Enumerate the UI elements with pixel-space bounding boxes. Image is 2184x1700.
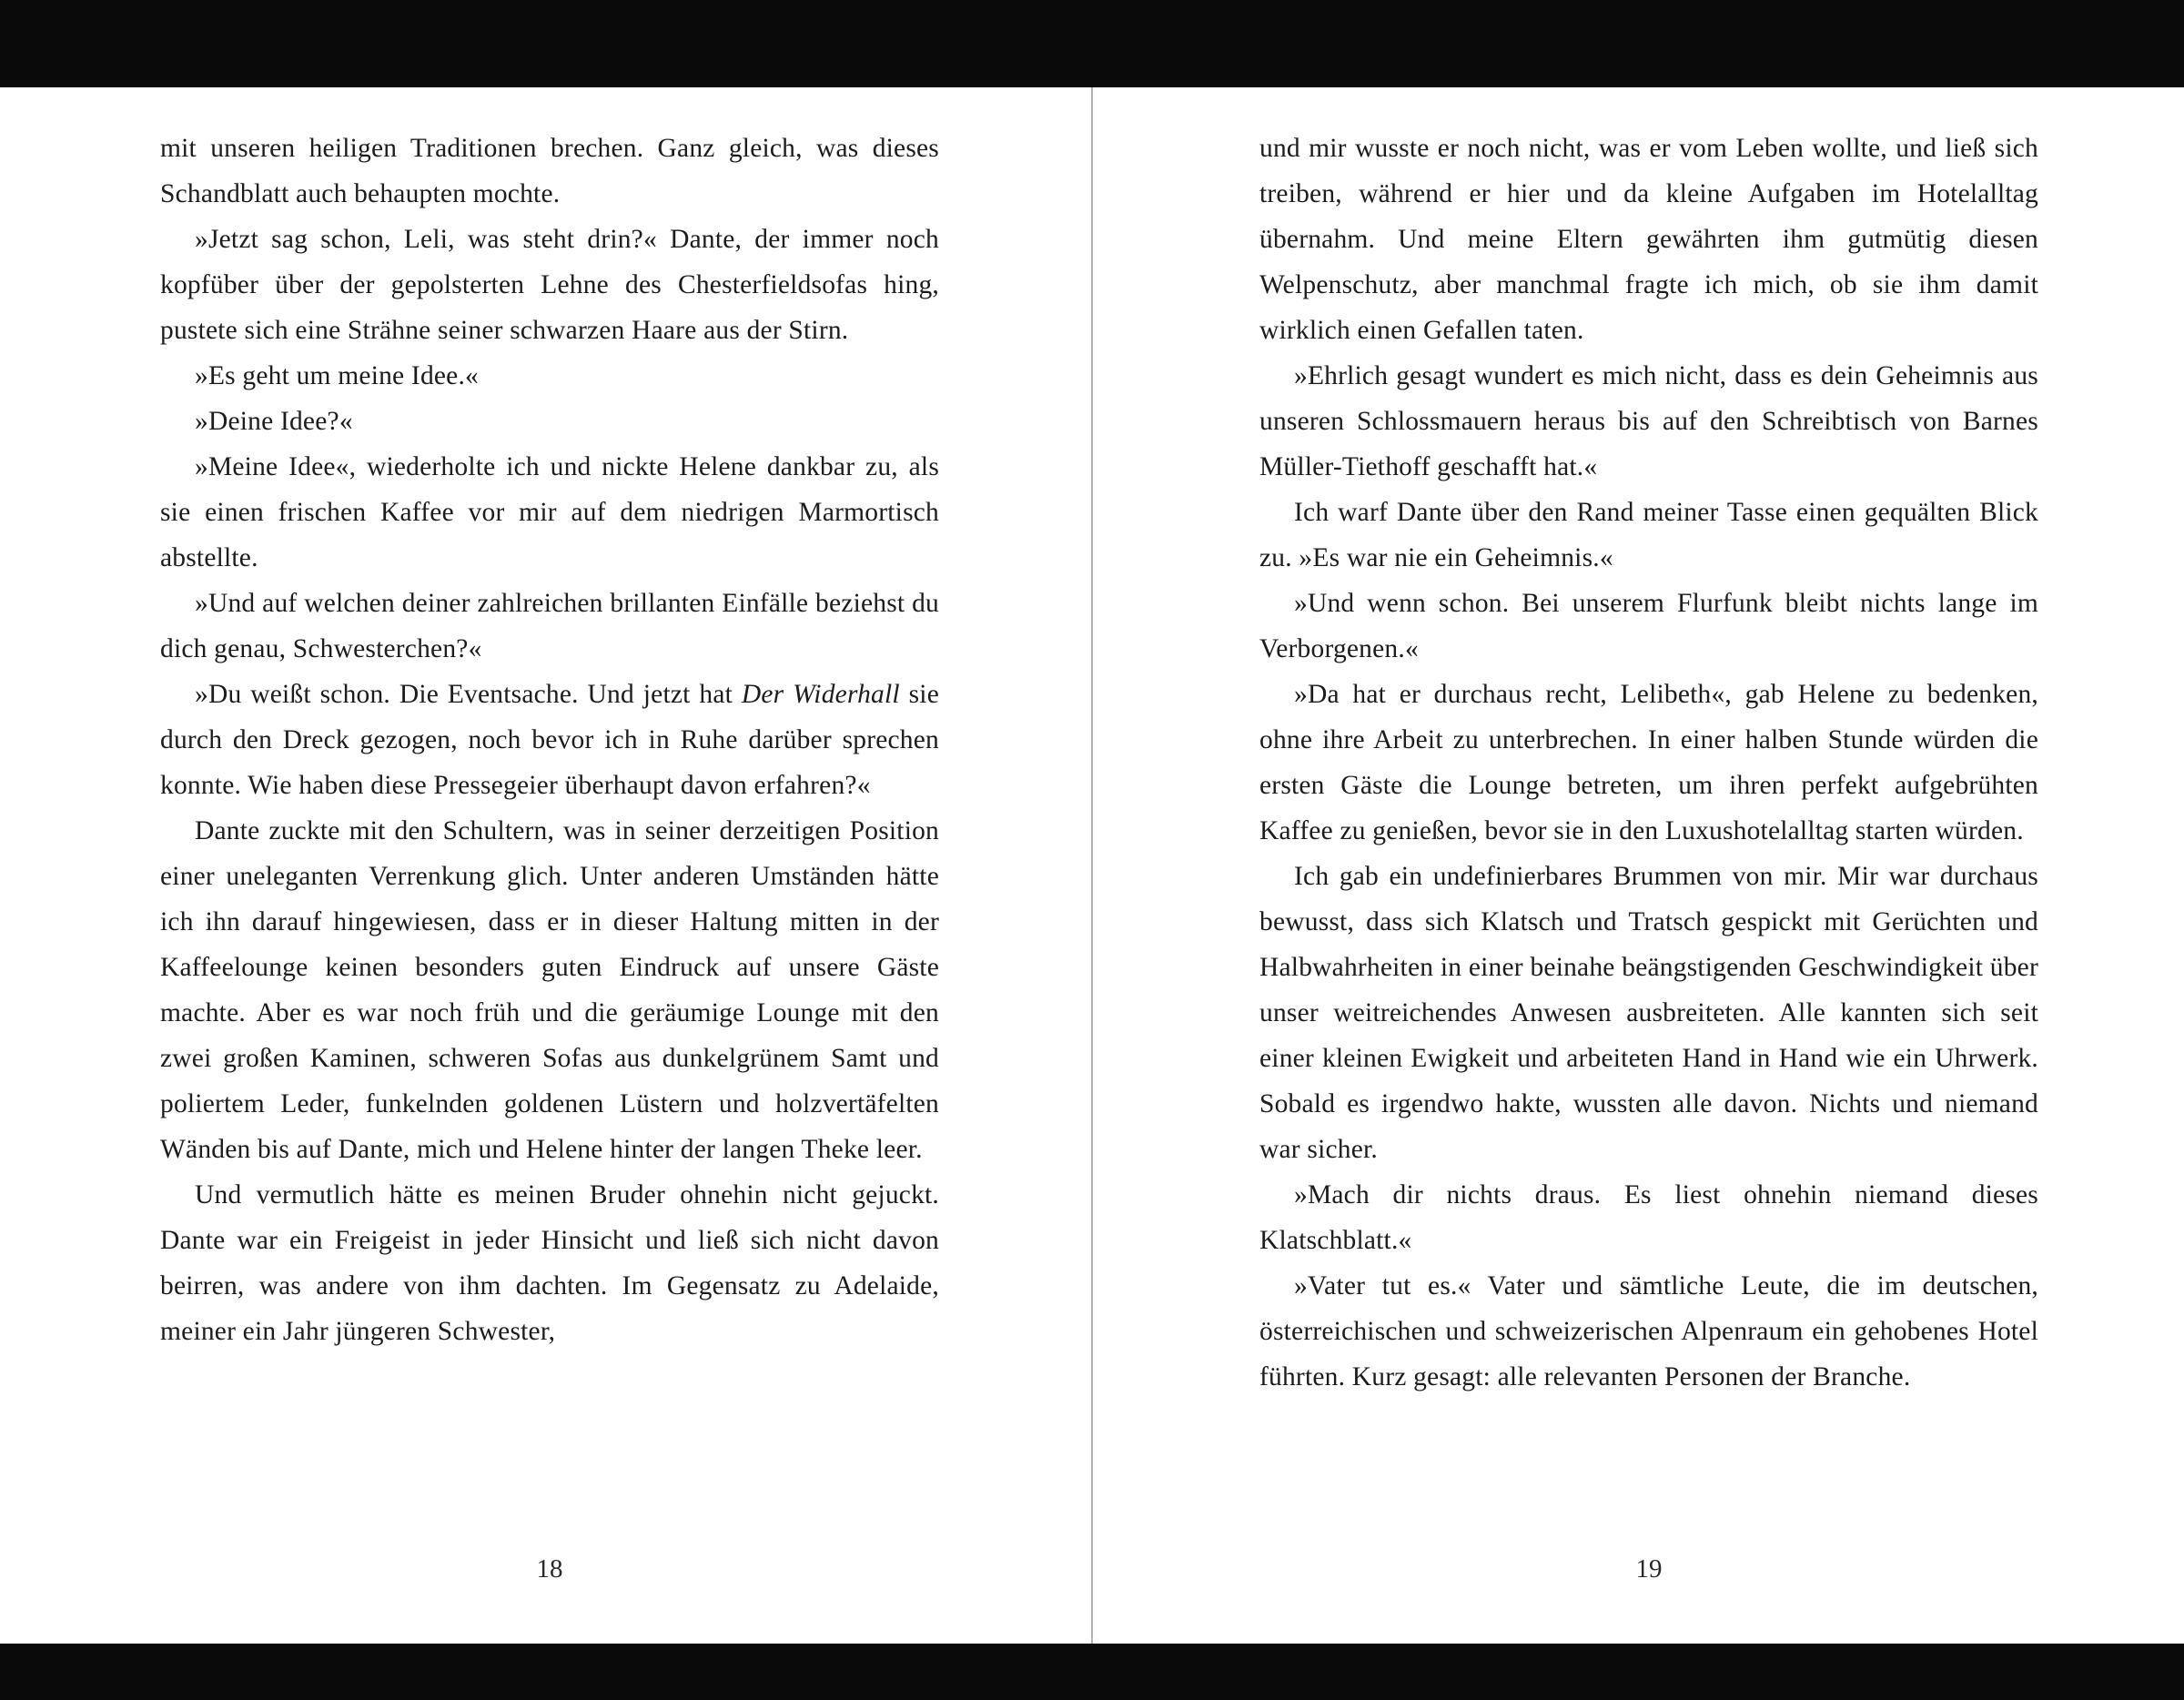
text-run: »Deine Idee?« (195, 407, 353, 436)
paragraph (160, 217, 939, 353)
top-black-band (0, 0, 2184, 87)
text-run: Dante zuckte mit den Schultern, was in seiner derzeitigen Position einer uneleganten Verrenkung glich. Unter anderen Umständen hätte ich ihn darauf hingewiesen, dass er in dieser Haltung mitten in der Kaffeelounge keinen besonders guten Eindruck auf unsere Gäste machte. Aber es war noch früh und die geräumige Lounge mit den zwei großen Kaminen, schweren Sofas aus dunkelgrünem Samt und poliertem Leder, funkelnden goldenen Lüstern und holzvertäfelten Wänden bis auf Dante, mich und Helene hinter der langen Theke leer. (160, 816, 939, 1164)
paragraph (160, 444, 939, 581)
paragraph (160, 353, 939, 399)
page-text-left (160, 126, 939, 1354)
page-text-right (1259, 126, 2038, 1400)
paragraph (160, 581, 939, 672)
text-run: »Es geht um meine Idee.« (195, 361, 480, 390)
text-run: und mir wusste er noch nicht, was er vom Leben wollte, und ließ sich treiben, während er hier und da kleine Aufgaben im Hotelalltag übernahm. Und meine Eltern gewährten ihm gutmütig diesen Welpenschutz, aber manchmal fragte ich mich, ob sie ihm damit wirklich einen Gefallen taten. (1259, 134, 2038, 345)
text-run: »Du weißt schon. Die Eventsache. Und jetzt hat (195, 680, 742, 709)
text-run: »Meine Idee«, wiederholte ich und nickte Helene dankbar zu, als sie einen frischen Kaffee vor mir auf dem niedrigen Marmortisch abstellte. (160, 452, 939, 572)
bottom-black-band (0, 1644, 2184, 1700)
paragraph (1259, 126, 2038, 353)
paragraph (1259, 490, 2038, 581)
text-run: »Und auf welchen deiner zahlreichen brillanten Einfälle beziehst du dich genau, Schwesterchen?« (160, 589, 939, 663)
text-run: Und vermutlich hätte es meinen Bruder ohnehin nicht gejuckt. Dante war ein Freigeist in jeder Hinsicht und ließ sich nicht davon beirren, was andere von ihm dachten. Im Gegensatz zu Adelaide, meiner ein Jahr jüngeren Schwester, (160, 1180, 939, 1346)
text-run: »Vater tut es.« Vater und sämtliche Leute, die im deutschen, österreichischen und schweizerischen Alpenraum ein gehobenes Hotel führten. Kurz gesagt: alle relevanten Personen der Branche. (1259, 1271, 2038, 1391)
text-run: »Ehrlich gesagt wundert es mich nicht, dass es dein Geheimnis aus unseren Schlossmauern heraus bis auf den Schreibtisch von Barnes Müller-Tiethoff geschafft hat.« (1259, 361, 2038, 481)
paragraph (160, 126, 939, 217)
paragraph (1259, 854, 2038, 1172)
paragraph (1259, 672, 2038, 854)
paragraph (1259, 353, 2038, 490)
paragraph (1259, 581, 2038, 672)
book-title-italic: Der Widerhall (741, 680, 900, 709)
text-run: »Da hat er durchaus recht, Lelibeth«, gab Helene zu bedenken, ohne ihre Arbeit zu unterbrechen. In einer halben Stunde würden die ersten Gäste die Lounge betreten, um ihren perfekt aufgebrühten Kaffee zu genießen, bevor sie in den Luxushotelalltag starten würden. (1259, 680, 2038, 845)
text-run: »Und wenn schon. Bei unserem Flurfunk bleibt nichts lange im Verborgenen.« (1259, 589, 2038, 663)
book-page-left (0, 0, 1091, 1700)
paragraph (160, 808, 939, 1172)
text-run: »Mach dir nichts draus. Es liest ohnehin niemand dieses Klatschblatt.« (1259, 1180, 2038, 1255)
paragraph (1259, 1263, 2038, 1400)
paragraph (160, 399, 939, 444)
paragraph (160, 1172, 939, 1354)
page-number-left: 18 (536, 1554, 563, 1584)
page-number-right: 19 (1635, 1554, 1663, 1584)
text-run: Ich gab ein undefinierbares Brummen von mir. Mir war durchaus bewusst, dass sich Klatsch und Tratsch gespickt mit Gerüchten und Halbwahrheiten in einer beinahe beängstigenden Geschwindigkeit über unser weitreichendes Anwesen ausbreiteten. Alle kannten sich seit einer kleinen Ewigkeit und arbeiteten Hand in Hand wie ein Uhrwerk. Sobald es irgendwo hakte, wussten alle davon. Nichts und niemand war sicher. (1259, 862, 2038, 1164)
text-run: Ich warf Dante über den Rand meiner Tasse einen gequälten Blick zu. »Es war nie ein Geheimnis.« (1259, 498, 2038, 572)
text-run: sie durch den Dreck gezogen, noch bevor ich in Ruhe darüber sprechen konnte. Wie haben diese Pressegeier überhaupt davon erfahren?« (160, 680, 939, 800)
book-page-right (1093, 0, 2184, 1700)
paragraph (160, 672, 939, 808)
text-run: »Jetzt sag schon, Leli, was steht drin?« Dante, der immer noch kopfüber über der gepolsterten Lehne des Chesterfieldsofas hing, pustete sich eine Strähne seiner schwarzen Haare aus der Stirn. (160, 225, 939, 345)
text-run: mit unseren heiligen Traditionen brechen. Ganz gleich, was dieses Schandblatt auch behaupten mochte. (160, 134, 939, 208)
paragraph (1259, 1172, 2038, 1263)
